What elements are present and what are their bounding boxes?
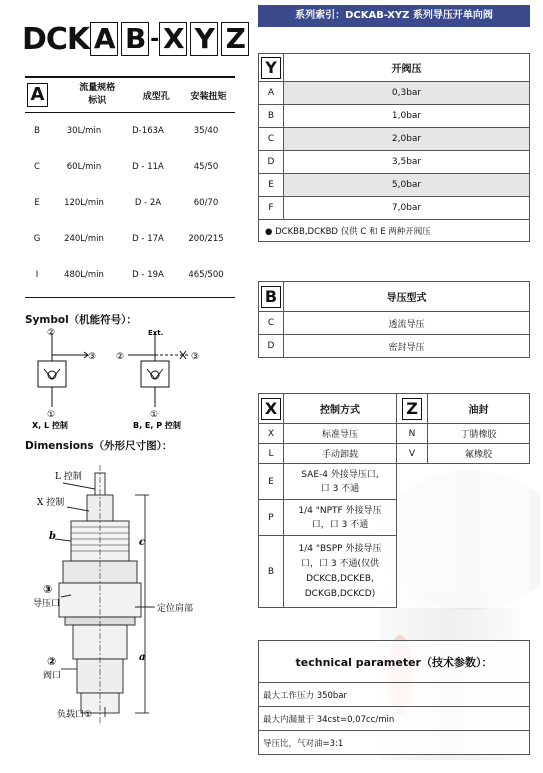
a-cell-cavity: D - 17A bbox=[132, 234, 164, 244]
port-3-name: 导压口 bbox=[33, 599, 61, 609]
shoulder-label: 定位肩部 bbox=[157, 604, 194, 614]
ext-label: Ext. bbox=[148, 329, 164, 337]
y-table-row bbox=[259, 151, 530, 174]
a-cell-torque: 60/70 bbox=[193, 198, 219, 208]
a-cell-code: C bbox=[34, 162, 40, 172]
y-row-value: 1,0bar bbox=[284, 105, 530, 128]
z-row-desc: 氟橡胶 bbox=[428, 444, 530, 464]
a-cell-cavity: D - 11A bbox=[132, 162, 164, 172]
tech-title: technical parameter（技术参数）： bbox=[259, 641, 530, 683]
a-cell-torque: 465/500 bbox=[188, 270, 224, 280]
a-cell-torque: 200/215 bbox=[188, 234, 224, 244]
port-1-label: ① bbox=[150, 410, 159, 420]
port-2-label: ② bbox=[47, 328, 56, 338]
y-row-code: A bbox=[259, 82, 284, 105]
b-row-code: C bbox=[259, 312, 284, 335]
dim-a-label: a bbox=[139, 652, 146, 663]
a-table-row bbox=[25, 185, 235, 221]
b-row-value: 密封导压 bbox=[284, 335, 530, 358]
a-cell-code: I bbox=[35, 270, 39, 280]
model-letter-b: B bbox=[121, 22, 149, 56]
a-table bbox=[25, 76, 235, 298]
bullet-icon: ● bbox=[265, 226, 273, 237]
a-table-row bbox=[25, 149, 235, 185]
a-cell-code: G bbox=[33, 234, 41, 244]
a-table-row bbox=[25, 113, 235, 149]
a-header-torque: 安装扭矩 bbox=[190, 91, 227, 102]
a-cell-flow: 60L/min bbox=[66, 162, 102, 172]
b-table-row bbox=[259, 335, 530, 358]
b-table-letter: B bbox=[261, 286, 281, 308]
a-table-row bbox=[25, 257, 235, 293]
symbol-left-caption: X, L 控制 bbox=[32, 421, 68, 430]
y-row-code: B bbox=[259, 105, 284, 128]
a-cell-code: B bbox=[34, 126, 40, 136]
dim-b-label: b bbox=[49, 531, 56, 542]
model-letter-x: X bbox=[159, 22, 187, 56]
a-cell-flow: 240L/min bbox=[64, 234, 104, 244]
l-control-label: L 控制 bbox=[55, 472, 82, 482]
port-3-marker: ③ bbox=[43, 583, 53, 596]
a-cell-torque: 45/50 bbox=[193, 162, 219, 172]
model-prefix: DCK bbox=[22, 21, 90, 57]
x-row-desc: 1/4 "NPTF 外接导压 口，口 3 不通 bbox=[284, 500, 397, 536]
y-row-code: D bbox=[259, 151, 284, 174]
b-table-header: 导压型式 bbox=[284, 282, 530, 312]
y-table-row bbox=[259, 174, 530, 197]
x-row-code: P bbox=[259, 500, 284, 536]
x-control-label: X 控制 bbox=[37, 498, 65, 508]
y-table-row bbox=[259, 82, 530, 105]
z-row-code: N bbox=[397, 424, 428, 444]
y-row-value: 3,5bar bbox=[284, 151, 530, 174]
symbol-right-caption: B, E, P 控制 bbox=[133, 421, 181, 430]
xz-table bbox=[258, 393, 530, 608]
x-table-letter: X bbox=[261, 398, 281, 420]
model-code bbox=[22, 22, 249, 56]
x-table-header: 控制方式 bbox=[284, 394, 397, 424]
dimensions-drawing bbox=[25, 455, 255, 755]
y-table-letter: Y bbox=[261, 57, 281, 79]
y-row-code: C bbox=[259, 128, 284, 151]
b-row-code: D bbox=[259, 335, 284, 358]
x-row-code: L bbox=[259, 444, 284, 464]
symbol-title: Symbol（机能符号）： bbox=[25, 314, 137, 326]
a-table-letter: A bbox=[27, 83, 48, 107]
model-letter-y: Y bbox=[190, 22, 218, 56]
y-row-code: E bbox=[259, 174, 284, 197]
b-table bbox=[258, 281, 530, 358]
dim-c-label: c bbox=[139, 537, 146, 548]
y-table bbox=[258, 53, 530, 242]
y-table-row bbox=[259, 105, 530, 128]
port-1-name: 负载口① bbox=[57, 710, 93, 720]
a-header-flow: 流量规格 标识 bbox=[79, 83, 116, 106]
y-table-note: DCKBB,DCKBD 仅供 C 和 E 两种开阀压 bbox=[275, 226, 431, 237]
a-cell-cavity: D-163A bbox=[132, 126, 164, 136]
b-table-row bbox=[259, 312, 530, 335]
port-3-label: ③ bbox=[191, 352, 200, 362]
a-header-cavity: 成型孔 bbox=[142, 91, 170, 102]
tech-line: 最大内漏量于 34cst=0,07cc/min bbox=[259, 707, 530, 731]
model-letter-a: A bbox=[90, 22, 118, 56]
x-row-desc: SAE-4 外接导压口, 口 3 不通 bbox=[284, 464, 397, 500]
tech-params bbox=[258, 640, 530, 755]
y-table-header: 开阀压 bbox=[284, 54, 530, 82]
z-row-code: V bbox=[397, 444, 428, 464]
dimensions-title: Dimensions（外形尺寸图）： bbox=[25, 440, 173, 452]
model-letter-z: Z bbox=[221, 22, 249, 56]
x-row-code: X bbox=[259, 424, 284, 444]
y-row-value: 0,3bar bbox=[284, 82, 530, 105]
series-banner: 系列索引：DCKAB-XYZ 系列导压开单向阀 bbox=[258, 5, 530, 27]
a-cell-cavity: D - 19A bbox=[132, 270, 164, 280]
b-row-value: 透流导压 bbox=[284, 312, 530, 335]
port-3-label: ③ bbox=[88, 352, 97, 362]
y-row-value: 5,0bar bbox=[284, 174, 530, 197]
x-row-desc: 标准导压 bbox=[284, 424, 397, 444]
a-cell-code: E bbox=[34, 198, 40, 208]
a-table-row bbox=[25, 221, 235, 257]
x-row-code: B bbox=[259, 536, 284, 608]
z-table-header: 油封 bbox=[428, 394, 530, 424]
tech-line: 最大工作压力 350bar bbox=[259, 683, 530, 707]
port-2-marker: ② bbox=[47, 655, 57, 668]
y-row-value: 2,0bar bbox=[284, 128, 530, 151]
a-cell-cavity: D - 2A bbox=[134, 198, 162, 208]
port-1-label: ① bbox=[47, 410, 56, 420]
x-row-code: E bbox=[259, 464, 284, 500]
symbol-diagram bbox=[30, 325, 230, 435]
a-table-rows bbox=[25, 113, 235, 293]
x-row-desc: 1/4 "BSPP 外接导压 口，口 3 不通(仅供 DCKCB,DCKEB, DCKGB,DCKCD) bbox=[284, 536, 397, 608]
a-cell-torque: 35/40 bbox=[193, 126, 219, 136]
y-row-value: 7,0bar bbox=[284, 197, 530, 220]
z-table-letter: Z bbox=[402, 398, 422, 420]
port-2-label: ② bbox=[116, 352, 125, 362]
x-row-desc: 手动卸载 bbox=[284, 444, 397, 464]
y-table-row bbox=[259, 197, 530, 220]
a-cell-flow: 30L/min bbox=[66, 126, 102, 136]
y-row-code: F bbox=[259, 197, 284, 220]
tech-line: 导压比，气对油=3:1 bbox=[259, 731, 530, 755]
a-cell-flow: 120L/min bbox=[64, 198, 104, 208]
y-table-note-cell bbox=[259, 220, 530, 242]
port-2-name: 阀口 bbox=[43, 671, 62, 681]
a-cell-flow: 480L/min bbox=[64, 270, 104, 280]
model-dash: - bbox=[150, 26, 159, 52]
y-table-row bbox=[259, 128, 530, 151]
z-row-desc: 丁腈橡胶 bbox=[428, 424, 530, 444]
